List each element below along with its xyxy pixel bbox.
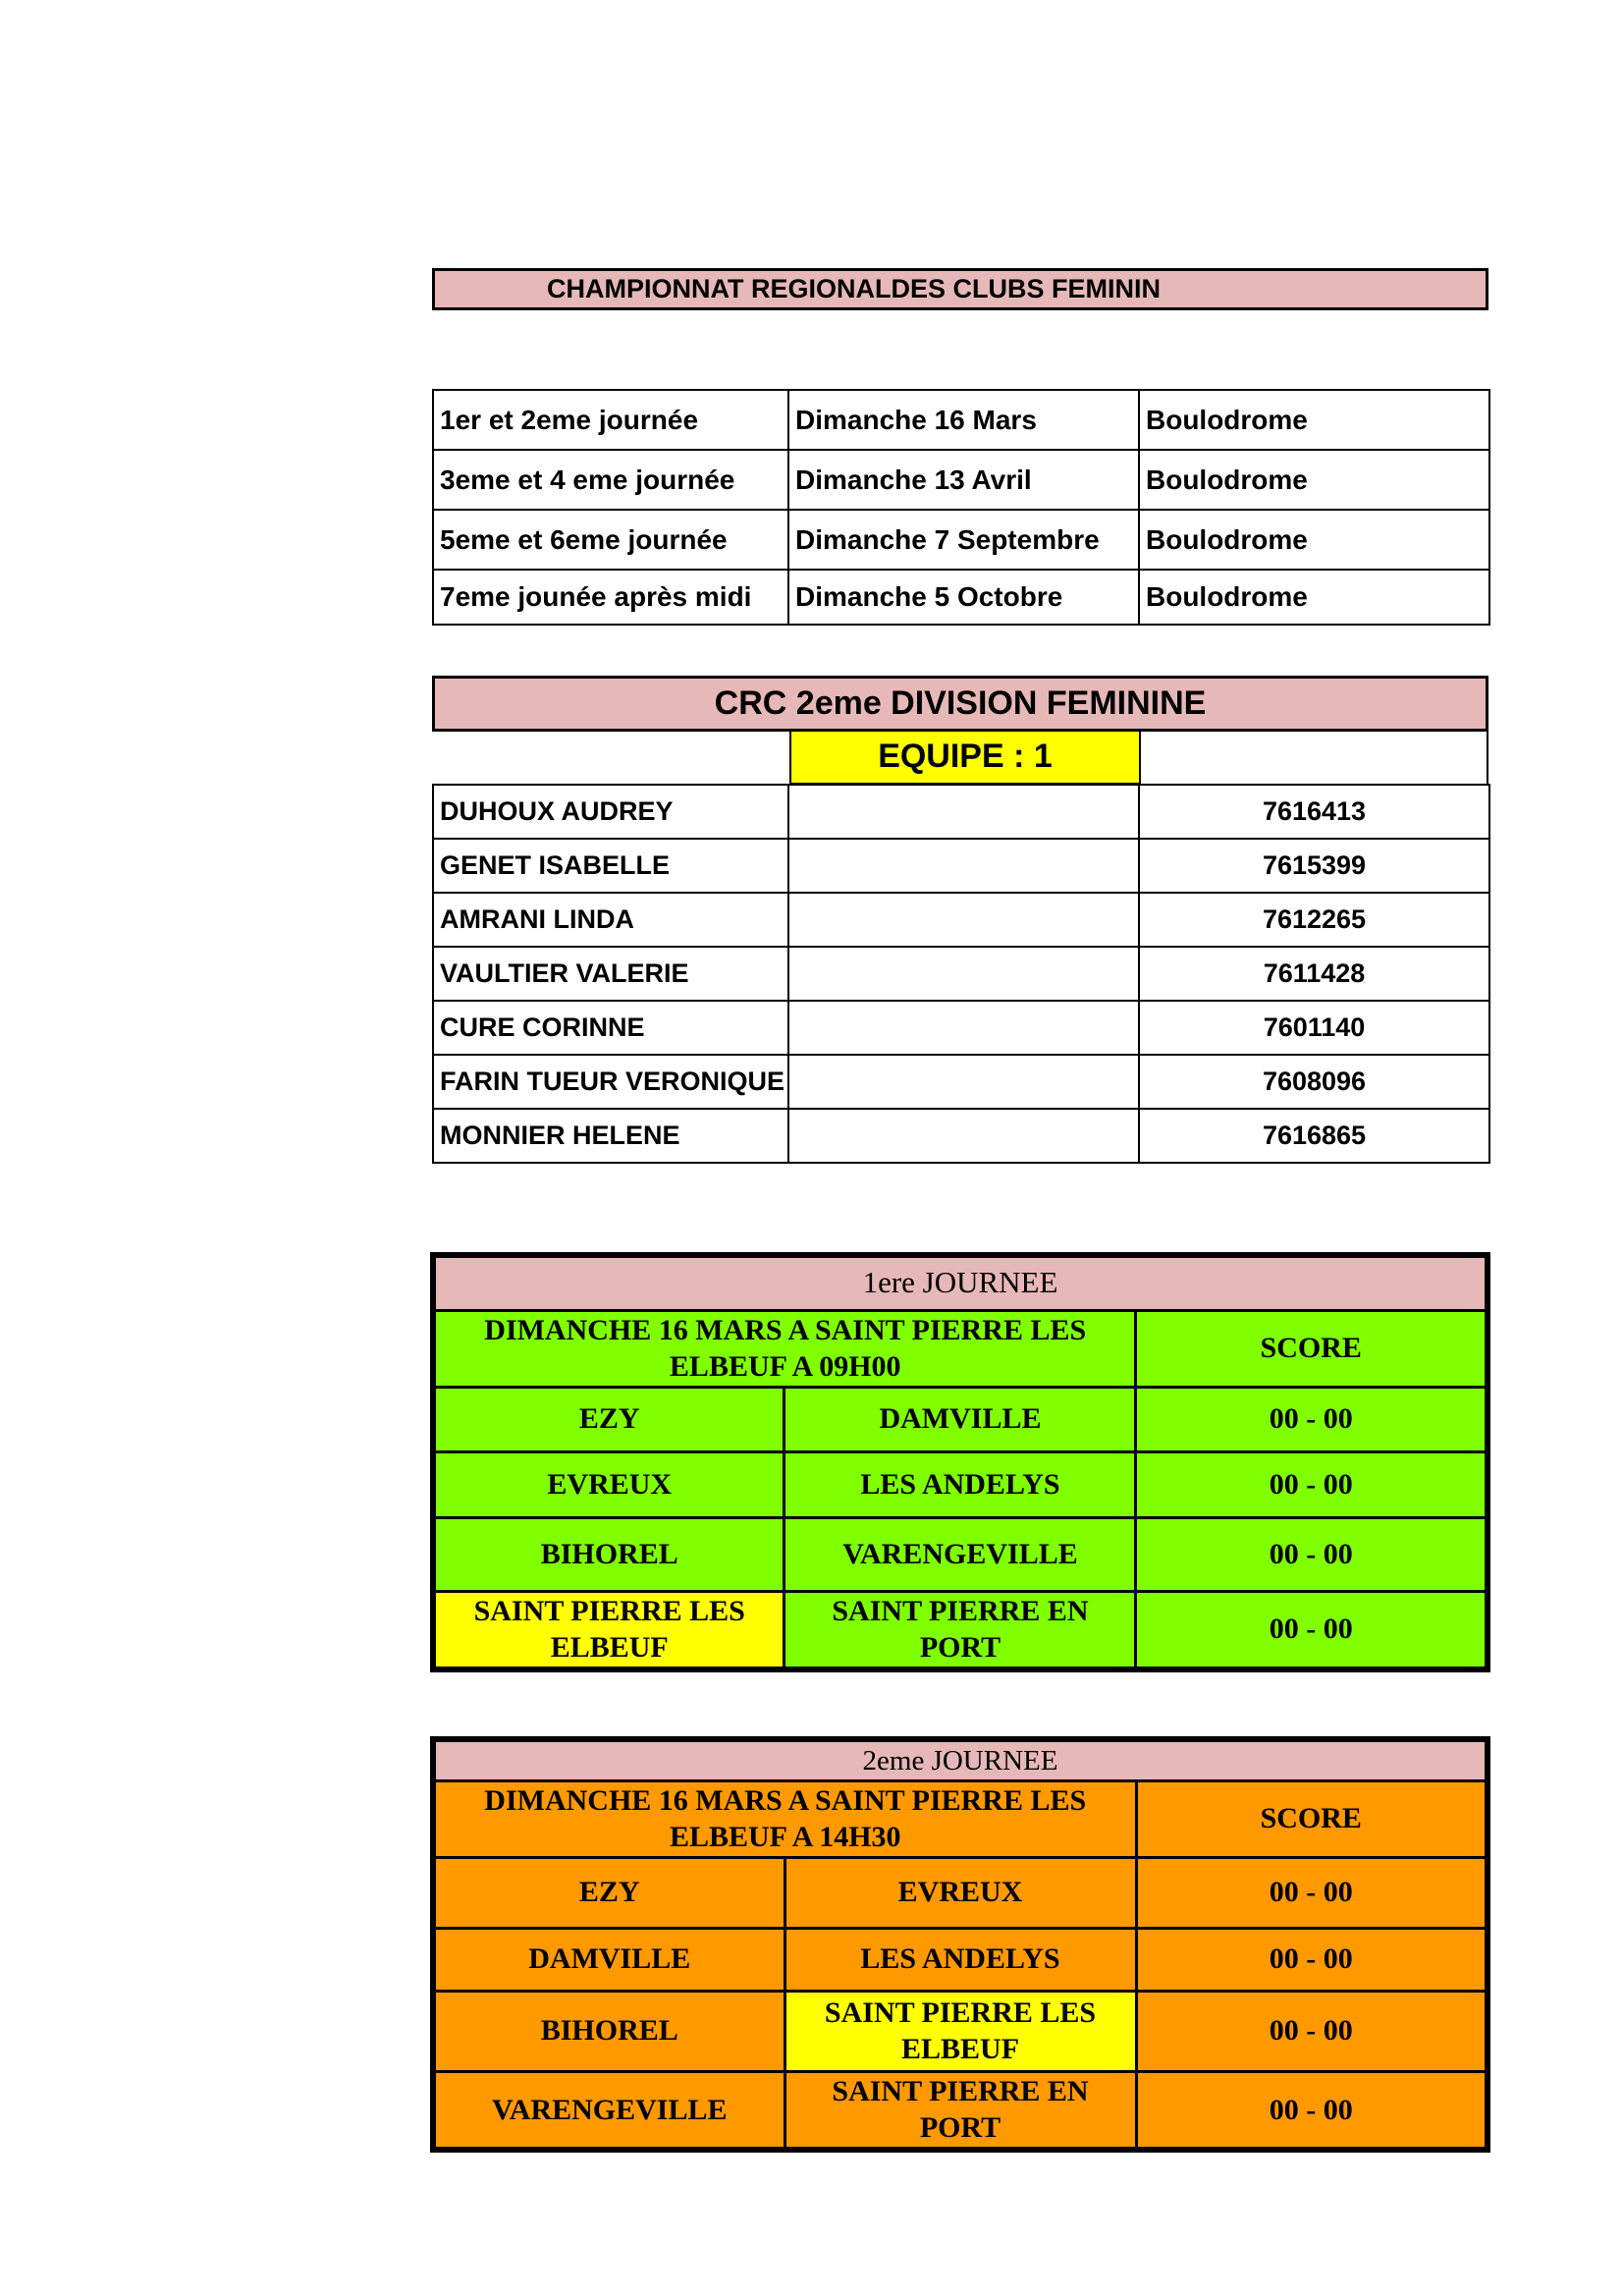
match-home: SAINT PIERRE LES ELBEUF: [433, 1591, 784, 1669]
schedule-day: 1er et 2eme journée: [433, 390, 788, 450]
match-away: SAINT PIERRE LES ELBEUF: [784, 1991, 1136, 2071]
match-score: 00 - 00: [1136, 1991, 1488, 2071]
player-licence: 7616413: [1139, 785, 1489, 839]
player-row: [433, 1055, 1489, 1109]
match-score: 00 - 00: [1136, 1857, 1488, 1928]
player-licence: 7611428: [1139, 947, 1489, 1001]
schedule-row: [433, 570, 1489, 625]
match-away: LES ANDELYS: [784, 1451, 1136, 1517]
player-row: [433, 893, 1489, 947]
player-name: VAULTIER VALERIE: [433, 947, 788, 1001]
match-home: DAMVILLE: [433, 1928, 784, 1991]
match-home: VARENGEVILLE: [433, 2071, 784, 2150]
match-row: [433, 1928, 1488, 1991]
player-row: [433, 839, 1489, 893]
schedule-row: [433, 390, 1489, 450]
schedule-place: Boulodrome: [1139, 570, 1489, 625]
match-away: SAINT PIERRE EN PORT: [784, 1591, 1136, 1669]
schedule-date: Dimanche 13 Avril: [788, 450, 1139, 510]
player-blank: [788, 839, 1139, 893]
player-name: MONNIER HELENE: [433, 1109, 788, 1163]
player-name: FARIN TUEUR VERONIQUE: [433, 1055, 788, 1109]
match-away: VARENGEVILLE: [784, 1517, 1136, 1591]
player-licence: 7612265: [1139, 893, 1489, 947]
match-row: [433, 1517, 1488, 1591]
match-home: BIHOREL: [433, 1991, 784, 2071]
match-score: 00 - 00: [1136, 2071, 1488, 2150]
schedule-table: [432, 389, 1490, 626]
schedule-date: Dimanche 5 Octobre: [788, 570, 1139, 625]
schedule-place: Boulodrome: [1139, 450, 1489, 510]
match-away: LES ANDELYS: [784, 1928, 1136, 1991]
player-licence: 7608096: [1139, 1055, 1489, 1109]
team-label: EQUIPE : 1: [789, 732, 1141, 785]
schedule-place: Boulodrome: [1139, 390, 1489, 450]
player-row: [433, 1001, 1489, 1055]
match-row: [433, 1591, 1488, 1669]
match-row: [433, 1857, 1488, 1928]
match-score: 00 - 00: [1136, 1451, 1488, 1517]
match-home: EVREUX: [433, 1451, 784, 1517]
players-table: [432, 784, 1490, 1164]
schedule-day: 7eme jounée après midi: [433, 570, 788, 625]
player-name: GENET ISABELLE: [433, 839, 788, 893]
match-score: 00 - 00: [1136, 1928, 1488, 1991]
player-row: [433, 1109, 1489, 1163]
player-blank: [788, 1055, 1139, 1109]
schedule-date: Dimanche 16 Mars: [788, 390, 1139, 450]
player-licence: 7615399: [1139, 839, 1489, 893]
player-blank: [788, 947, 1139, 1001]
match-score: 00 - 00: [1136, 1591, 1488, 1669]
schedule-place: Boulodrome: [1139, 510, 1489, 570]
schedule-day: 5eme et 6eme journée: [433, 510, 788, 570]
match-away: SAINT PIERRE EN PORT: [784, 2071, 1136, 2150]
player-name: AMRANI LINDA: [433, 893, 788, 947]
schedule-date: Dimanche 7 Septembre: [788, 510, 1139, 570]
championship-title: CHAMPIONNAT REGIONALDES CLUBS FEMININ: [432, 268, 1488, 310]
match-score: 00 - 00: [1136, 1517, 1488, 1591]
player-row: [433, 785, 1489, 839]
player-blank: [788, 893, 1139, 947]
match-home: EZY: [433, 1857, 784, 1928]
player-row: [433, 947, 1489, 1001]
match-home: EZY: [433, 1387, 784, 1451]
player-blank: [788, 1109, 1139, 1163]
match-row: [433, 1991, 1488, 2071]
match-row: [433, 1387, 1488, 1451]
team-header-blank: [1139, 732, 1488, 785]
schedule-day: 3eme et 4 eme journée: [433, 450, 788, 510]
day1-title: 1ere JOURNEE: [433, 1255, 1488, 1310]
day2-info: DIMANCHE 16 MARS A SAINT PIERRE LES ELBEUF A 14H30: [433, 1780, 1136, 1857]
day2-score-header: SCORE: [1136, 1780, 1488, 1857]
schedule-row: [433, 510, 1489, 570]
day1-info: DIMANCHE 16 MARS A SAINT PIERRE LES ELBEUF A 09H00: [433, 1310, 1136, 1387]
day1-table: [430, 1252, 1490, 1672]
player-licence: 7601140: [1139, 1001, 1489, 1055]
match-away: DAMVILLE: [784, 1387, 1136, 1451]
player-licence: 7616865: [1139, 1109, 1489, 1163]
match-score: 00 - 00: [1136, 1387, 1488, 1451]
schedule-row: [433, 450, 1489, 510]
match-row: [433, 1451, 1488, 1517]
player-blank: [788, 1001, 1139, 1055]
player-name: DUHOUX AUDREY: [433, 785, 788, 839]
player-name: CURE CORINNE: [433, 1001, 788, 1055]
match-home: BIHOREL: [433, 1517, 784, 1591]
player-blank: [788, 785, 1139, 839]
day2-table: [430, 1736, 1490, 2153]
match-row: [433, 2071, 1488, 2150]
match-away: EVREUX: [784, 1857, 1136, 1928]
division-title: CRC 2eme DIVISION FEMININE: [432, 676, 1488, 732]
day1-score-header: SCORE: [1136, 1310, 1488, 1387]
day2-title: 2eme JOURNEE: [433, 1739, 1488, 1780]
